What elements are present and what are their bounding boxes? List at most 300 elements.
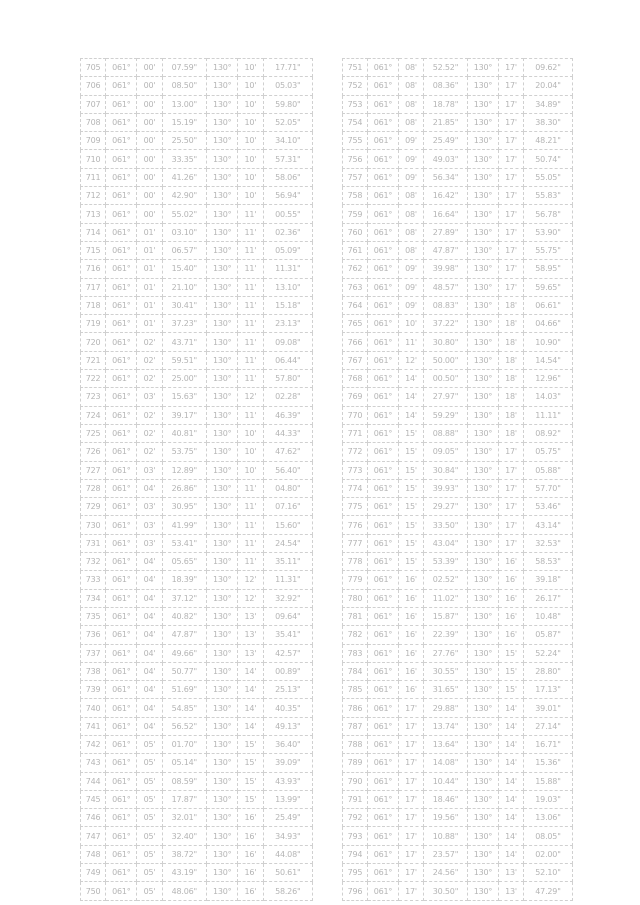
table-cell: 130° [468, 827, 499, 845]
table-cell: 15.63" [162, 388, 206, 406]
table-cell: 29.27" [424, 498, 468, 516]
table-cell: 50.61" [263, 864, 312, 882]
table-cell: 04' [137, 699, 162, 717]
table-cell: 725 [81, 424, 106, 442]
table-cell: 14.08" [424, 754, 468, 772]
table-cell: 17' [399, 864, 424, 882]
table-cell: 061° [368, 864, 399, 882]
table-cell: 13.64" [424, 735, 468, 753]
table-cell: 13' [499, 882, 524, 900]
table-cell: 15' [238, 735, 263, 753]
table-cell: 061° [106, 278, 137, 296]
table-cell: 130° [207, 260, 238, 278]
table-cell: 775 [343, 498, 368, 516]
table-cell: 061° [368, 132, 399, 150]
table-cell: 707 [81, 95, 106, 113]
table-cell: 00' [137, 77, 162, 95]
table-cell: 061° [106, 77, 137, 95]
table-cell: 17' [399, 772, 424, 790]
table-cell: 17.13" [524, 681, 573, 699]
table-cell: 130° [207, 406, 238, 424]
table-row [81, 607, 313, 625]
table-cell: 795 [343, 864, 368, 882]
table-cell: 14' [499, 754, 524, 772]
table-cell: 130° [468, 882, 499, 900]
table-row [343, 77, 573, 95]
table-cell: 02' [137, 333, 162, 351]
table-cell: 756 [343, 150, 368, 168]
table-cell: 130° [207, 315, 238, 333]
table-cell: 05' [137, 882, 162, 900]
table-row [81, 735, 313, 753]
table-cell: 15' [399, 553, 424, 571]
table-cell: 39.98" [424, 260, 468, 278]
table-cell: 00' [137, 113, 162, 131]
table-cell: 130° [468, 607, 499, 625]
table-cell: 754 [343, 113, 368, 131]
table-cell: 061° [106, 790, 137, 808]
table-cell: 11' [238, 260, 263, 278]
table-cell: 061° [106, 424, 137, 442]
table-cell: 061° [106, 388, 137, 406]
table-cell: 44.08" [263, 845, 312, 863]
table-cell: 17' [499, 516, 524, 534]
table-cell: 10' [238, 59, 263, 77]
table-row [81, 644, 313, 662]
table-cell: 061° [106, 809, 137, 827]
table-row [343, 534, 573, 552]
table-cell: 130° [468, 77, 499, 95]
table-cell: 03' [137, 498, 162, 516]
table-cell: 061° [106, 205, 137, 223]
table-cell: 05' [137, 864, 162, 882]
table-cell: 17' [399, 845, 424, 863]
table-cell: 130° [468, 241, 499, 259]
table-cell: 15' [399, 516, 424, 534]
table-row [81, 187, 313, 205]
table-row [343, 754, 573, 772]
table-cell: 17' [399, 809, 424, 827]
table-cell: 061° [368, 168, 399, 186]
table-cell: 789 [343, 754, 368, 772]
table-cell: 130° [207, 809, 238, 827]
table-cell: 18' [499, 351, 524, 369]
table-cell: 13.00" [162, 95, 206, 113]
table-row [81, 443, 313, 461]
table-row [81, 205, 313, 223]
table-cell: 12.96" [524, 370, 573, 388]
table-row [81, 223, 313, 241]
table-cell: 10' [399, 315, 424, 333]
table-cell: 24.54" [263, 534, 312, 552]
table-row [81, 626, 313, 644]
table-cell: 04' [137, 681, 162, 699]
table-cell: 13.06" [524, 809, 573, 827]
table-row [343, 205, 573, 223]
table-cell: 02.28" [263, 388, 312, 406]
table-cell: 734 [81, 589, 106, 607]
table-cell: 727 [81, 461, 106, 479]
table-cell: 061° [368, 406, 399, 424]
table-cell: 16' [399, 644, 424, 662]
table-cell: 18' [499, 406, 524, 424]
table-cell: 130° [468, 424, 499, 442]
table-cell: 01' [137, 278, 162, 296]
table-cell: 061° [106, 681, 137, 699]
table-cell: 02' [137, 443, 162, 461]
table-cell: 061° [106, 607, 137, 625]
table-cell: 061° [106, 370, 137, 388]
table-cell: 14' [238, 717, 263, 735]
table-cell: 54.85" [162, 699, 206, 717]
table-cell: 50.00" [424, 351, 468, 369]
table-cell: 061° [368, 827, 399, 845]
table-cell: 742 [81, 735, 106, 753]
table-row [81, 406, 313, 424]
table-cell: 16' [238, 864, 263, 882]
table-cell: 10.44" [424, 772, 468, 790]
table-cell: 05' [137, 845, 162, 863]
table-cell: 55.02" [162, 205, 206, 223]
table-cell: 57.80" [263, 370, 312, 388]
table-cell: 130° [207, 479, 238, 497]
table-cell: 02.52" [424, 571, 468, 589]
table-cell: 746 [81, 809, 106, 827]
table-row [343, 516, 573, 534]
table-cell: 09' [399, 296, 424, 314]
table-row [343, 553, 573, 571]
table-cell: 05' [137, 735, 162, 753]
table-cell: 14' [499, 845, 524, 863]
table-row [343, 406, 573, 424]
table-cell: 130° [468, 132, 499, 150]
table-row [81, 553, 313, 571]
table-cell: 08.36" [424, 77, 468, 95]
table-row [343, 59, 573, 77]
table-cell: 792 [343, 809, 368, 827]
table-cell: 130° [207, 644, 238, 662]
table-cell: 741 [81, 717, 106, 735]
table-cell: 773 [343, 461, 368, 479]
table-cell: 758 [343, 187, 368, 205]
table-cell: 15' [399, 443, 424, 461]
table-cell: 05.14" [162, 754, 206, 772]
table-cell: 061° [106, 150, 137, 168]
table-cell: 13' [499, 864, 524, 882]
table-row [81, 681, 313, 699]
table-cell: 09' [399, 150, 424, 168]
table-cell: 750 [81, 882, 106, 900]
table-row [343, 187, 573, 205]
table-cell: 50.74" [524, 150, 573, 168]
table-cell: 061° [106, 626, 137, 644]
table-cell: 16' [399, 626, 424, 644]
table-row [343, 333, 573, 351]
table-cell: 711 [81, 168, 106, 186]
table-cell: 15' [499, 644, 524, 662]
table-cell: 04' [137, 479, 162, 497]
table-cell: 061° [368, 260, 399, 278]
table-cell: 12' [399, 351, 424, 369]
table-cell: 061° [368, 717, 399, 735]
table-cell: 15' [399, 479, 424, 497]
table-cell: 130° [207, 626, 238, 644]
table-cell: 11' [238, 516, 263, 534]
table-cell: 30.50" [424, 882, 468, 900]
table-cell: 03' [137, 516, 162, 534]
table-cell: 56.40" [263, 461, 312, 479]
table-cell: 15' [399, 534, 424, 552]
table-cell: 17' [499, 443, 524, 461]
table-cell: 16' [238, 845, 263, 863]
table-cell: 772 [343, 443, 368, 461]
table-cell: 130° [468, 534, 499, 552]
table-cell: 17' [499, 278, 524, 296]
table-cell: 705 [81, 59, 106, 77]
table-cell: 00' [137, 205, 162, 223]
table-cell: 787 [343, 717, 368, 735]
table-cell: 061° [368, 735, 399, 753]
table-cell: 15' [399, 498, 424, 516]
table-cell: 130° [207, 498, 238, 516]
table-cell: 061° [368, 699, 399, 717]
table-cell: 33.50" [424, 516, 468, 534]
table-cell: 796 [343, 882, 368, 900]
table-row [81, 388, 313, 406]
table-cell: 17' [499, 461, 524, 479]
table-cell: 19.03" [524, 790, 573, 808]
table-cell: 48.06" [162, 882, 206, 900]
table-row [343, 589, 573, 607]
table-cell: 32.40" [162, 827, 206, 845]
table-cell: 00' [137, 168, 162, 186]
table-cell: 03' [137, 534, 162, 552]
table-cell: 782 [343, 626, 368, 644]
table-row [81, 260, 313, 278]
table-cell: 27.14" [524, 717, 573, 735]
table-row [343, 699, 573, 717]
table-cell: 11' [238, 553, 263, 571]
table-cell: 20.04" [524, 77, 573, 95]
table-cell: 11.02" [424, 589, 468, 607]
table-row [343, 498, 573, 516]
table-cell: 130° [207, 168, 238, 186]
table-cell: 12.89" [162, 461, 206, 479]
table-cell: 32.01" [162, 809, 206, 827]
table-cell: 10' [238, 113, 263, 131]
table-cell: 22.39" [424, 626, 468, 644]
table-cell: 30.84" [424, 461, 468, 479]
table-cell: 17' [399, 827, 424, 845]
table-cell: 061° [368, 351, 399, 369]
table-cell: 10' [238, 132, 263, 150]
table-cell: 713 [81, 205, 106, 223]
table-cell: 39.01" [524, 699, 573, 717]
table-cell: 18.46" [424, 790, 468, 808]
table-cell: 706 [81, 77, 106, 95]
table-row [343, 864, 573, 882]
table-cell: 17.71" [263, 59, 312, 77]
table-cell: 05' [137, 827, 162, 845]
table-cell: 06.61" [524, 296, 573, 314]
table-row [81, 498, 313, 516]
table-cell: 130° [207, 571, 238, 589]
table-cell: 17' [499, 241, 524, 259]
table-row [81, 168, 313, 186]
table-row [81, 95, 313, 113]
table-cell: 14' [499, 790, 524, 808]
table-cell: 130° [468, 717, 499, 735]
table-cell: 03.10" [162, 223, 206, 241]
table-cell: 17' [499, 113, 524, 131]
table-cell: 130° [468, 168, 499, 186]
table-cell: 17' [499, 168, 524, 186]
table-cell: 15.36" [524, 754, 573, 772]
table-cell: 130° [207, 461, 238, 479]
table-cell: 43.14" [524, 516, 573, 534]
table-row [343, 113, 573, 131]
table-cell: 130° [207, 95, 238, 113]
table-cell: 721 [81, 351, 106, 369]
table-cell: 130° [207, 607, 238, 625]
table-cell: 743 [81, 754, 106, 772]
table-row [81, 809, 313, 827]
table-cell: 03' [137, 388, 162, 406]
table-cell: 16' [399, 607, 424, 625]
table-cell: 31.65" [424, 681, 468, 699]
table-cell: 130° [207, 589, 238, 607]
table-cell: 744 [81, 772, 106, 790]
table-cell: 09' [399, 260, 424, 278]
table-row [81, 315, 313, 333]
table-cell: 17' [499, 205, 524, 223]
table-cell: 777 [343, 534, 368, 552]
table-cell: 05.75" [524, 443, 573, 461]
table-cell: 061° [368, 424, 399, 442]
table-cell: 130° [207, 717, 238, 735]
table-cell: 09.62" [524, 59, 573, 77]
table-cell: 10' [238, 187, 263, 205]
table-cell: 14.54" [524, 351, 573, 369]
table-row [343, 351, 573, 369]
table-cell: 11' [238, 406, 263, 424]
table-cell: 19.56" [424, 809, 468, 827]
table-cell: 130° [207, 443, 238, 461]
table-row [81, 461, 313, 479]
table-cell: 10' [238, 168, 263, 186]
table-row [343, 479, 573, 497]
table-row [343, 150, 573, 168]
table-cell: 061° [106, 735, 137, 753]
table-cell: 08' [399, 77, 424, 95]
table-cell: 130° [468, 187, 499, 205]
table-cell: 03' [137, 461, 162, 479]
table-cell: 776 [343, 516, 368, 534]
table-cell: 16' [399, 662, 424, 680]
table-cell: 11' [399, 333, 424, 351]
table-cell: 061° [368, 77, 399, 95]
table-cell: 16' [499, 589, 524, 607]
table-cell: 51.69" [162, 681, 206, 699]
table-cell: 13' [238, 607, 263, 625]
table-cell: 08' [399, 59, 424, 77]
table-cell: 130° [207, 699, 238, 717]
table-row [81, 516, 313, 534]
table-row [81, 241, 313, 259]
table-cell: 061° [106, 333, 137, 351]
table-cell: 05.87" [524, 626, 573, 644]
table-cell: 35.11" [263, 553, 312, 571]
table-cell: 130° [207, 882, 238, 900]
table-cell: 130° [207, 754, 238, 772]
table-cell: 09.08" [263, 333, 312, 351]
table-cell: 11' [238, 205, 263, 223]
table-cell: 130° [207, 388, 238, 406]
table-cell: 29.88" [424, 699, 468, 717]
table-cell: 11' [238, 223, 263, 241]
table-cell: 061° [106, 864, 137, 882]
table-cell: 17' [499, 498, 524, 516]
table-cell: 733 [81, 571, 106, 589]
table-cell: 00' [137, 150, 162, 168]
table-cell: 48.57" [424, 278, 468, 296]
table-cell: 11.31" [263, 571, 312, 589]
table-cell: 16' [499, 571, 524, 589]
table-cell: 781 [343, 607, 368, 625]
table-cell: 18' [499, 333, 524, 351]
table-cell: 130° [207, 827, 238, 845]
table-cell: 55.75" [524, 241, 573, 259]
table-cell: 02.36" [263, 223, 312, 241]
table-cell: 08.88" [424, 424, 468, 442]
table-cell: 061° [368, 607, 399, 625]
table-cell: 718 [81, 296, 106, 314]
table-cell: 130° [207, 516, 238, 534]
table-cell: 728 [81, 479, 106, 497]
table-cell: 130° [207, 662, 238, 680]
table-cell: 130° [468, 772, 499, 790]
table-cell: 09.64" [263, 607, 312, 625]
table-cell: 061° [106, 113, 137, 131]
table-cell: 15' [499, 662, 524, 680]
table-cell: 731 [81, 534, 106, 552]
table-cell: 130° [468, 699, 499, 717]
table-row [81, 351, 313, 369]
table-cell: 21.85" [424, 113, 468, 131]
table-row [81, 699, 313, 717]
table-cell: 788 [343, 735, 368, 753]
table-cell: 061° [368, 681, 399, 699]
table-row [343, 845, 573, 863]
table-cell: 061° [106, 406, 137, 424]
table-row [81, 479, 313, 497]
table-cell: 061° [106, 827, 137, 845]
table-cell: 14' [238, 699, 263, 717]
table-cell: 16' [399, 571, 424, 589]
table-row [343, 626, 573, 644]
table-cell: 30.55" [424, 662, 468, 680]
table-cell: 061° [106, 772, 137, 790]
table-cell: 10' [238, 95, 263, 113]
table-cell: 130° [468, 516, 499, 534]
table-row [343, 571, 573, 589]
table-cell: 061° [106, 644, 137, 662]
table-cell: 752 [343, 77, 368, 95]
table-cell: 061° [106, 662, 137, 680]
table-cell: 771 [343, 424, 368, 442]
table-row [343, 95, 573, 113]
table-cell: 33.35" [162, 150, 206, 168]
